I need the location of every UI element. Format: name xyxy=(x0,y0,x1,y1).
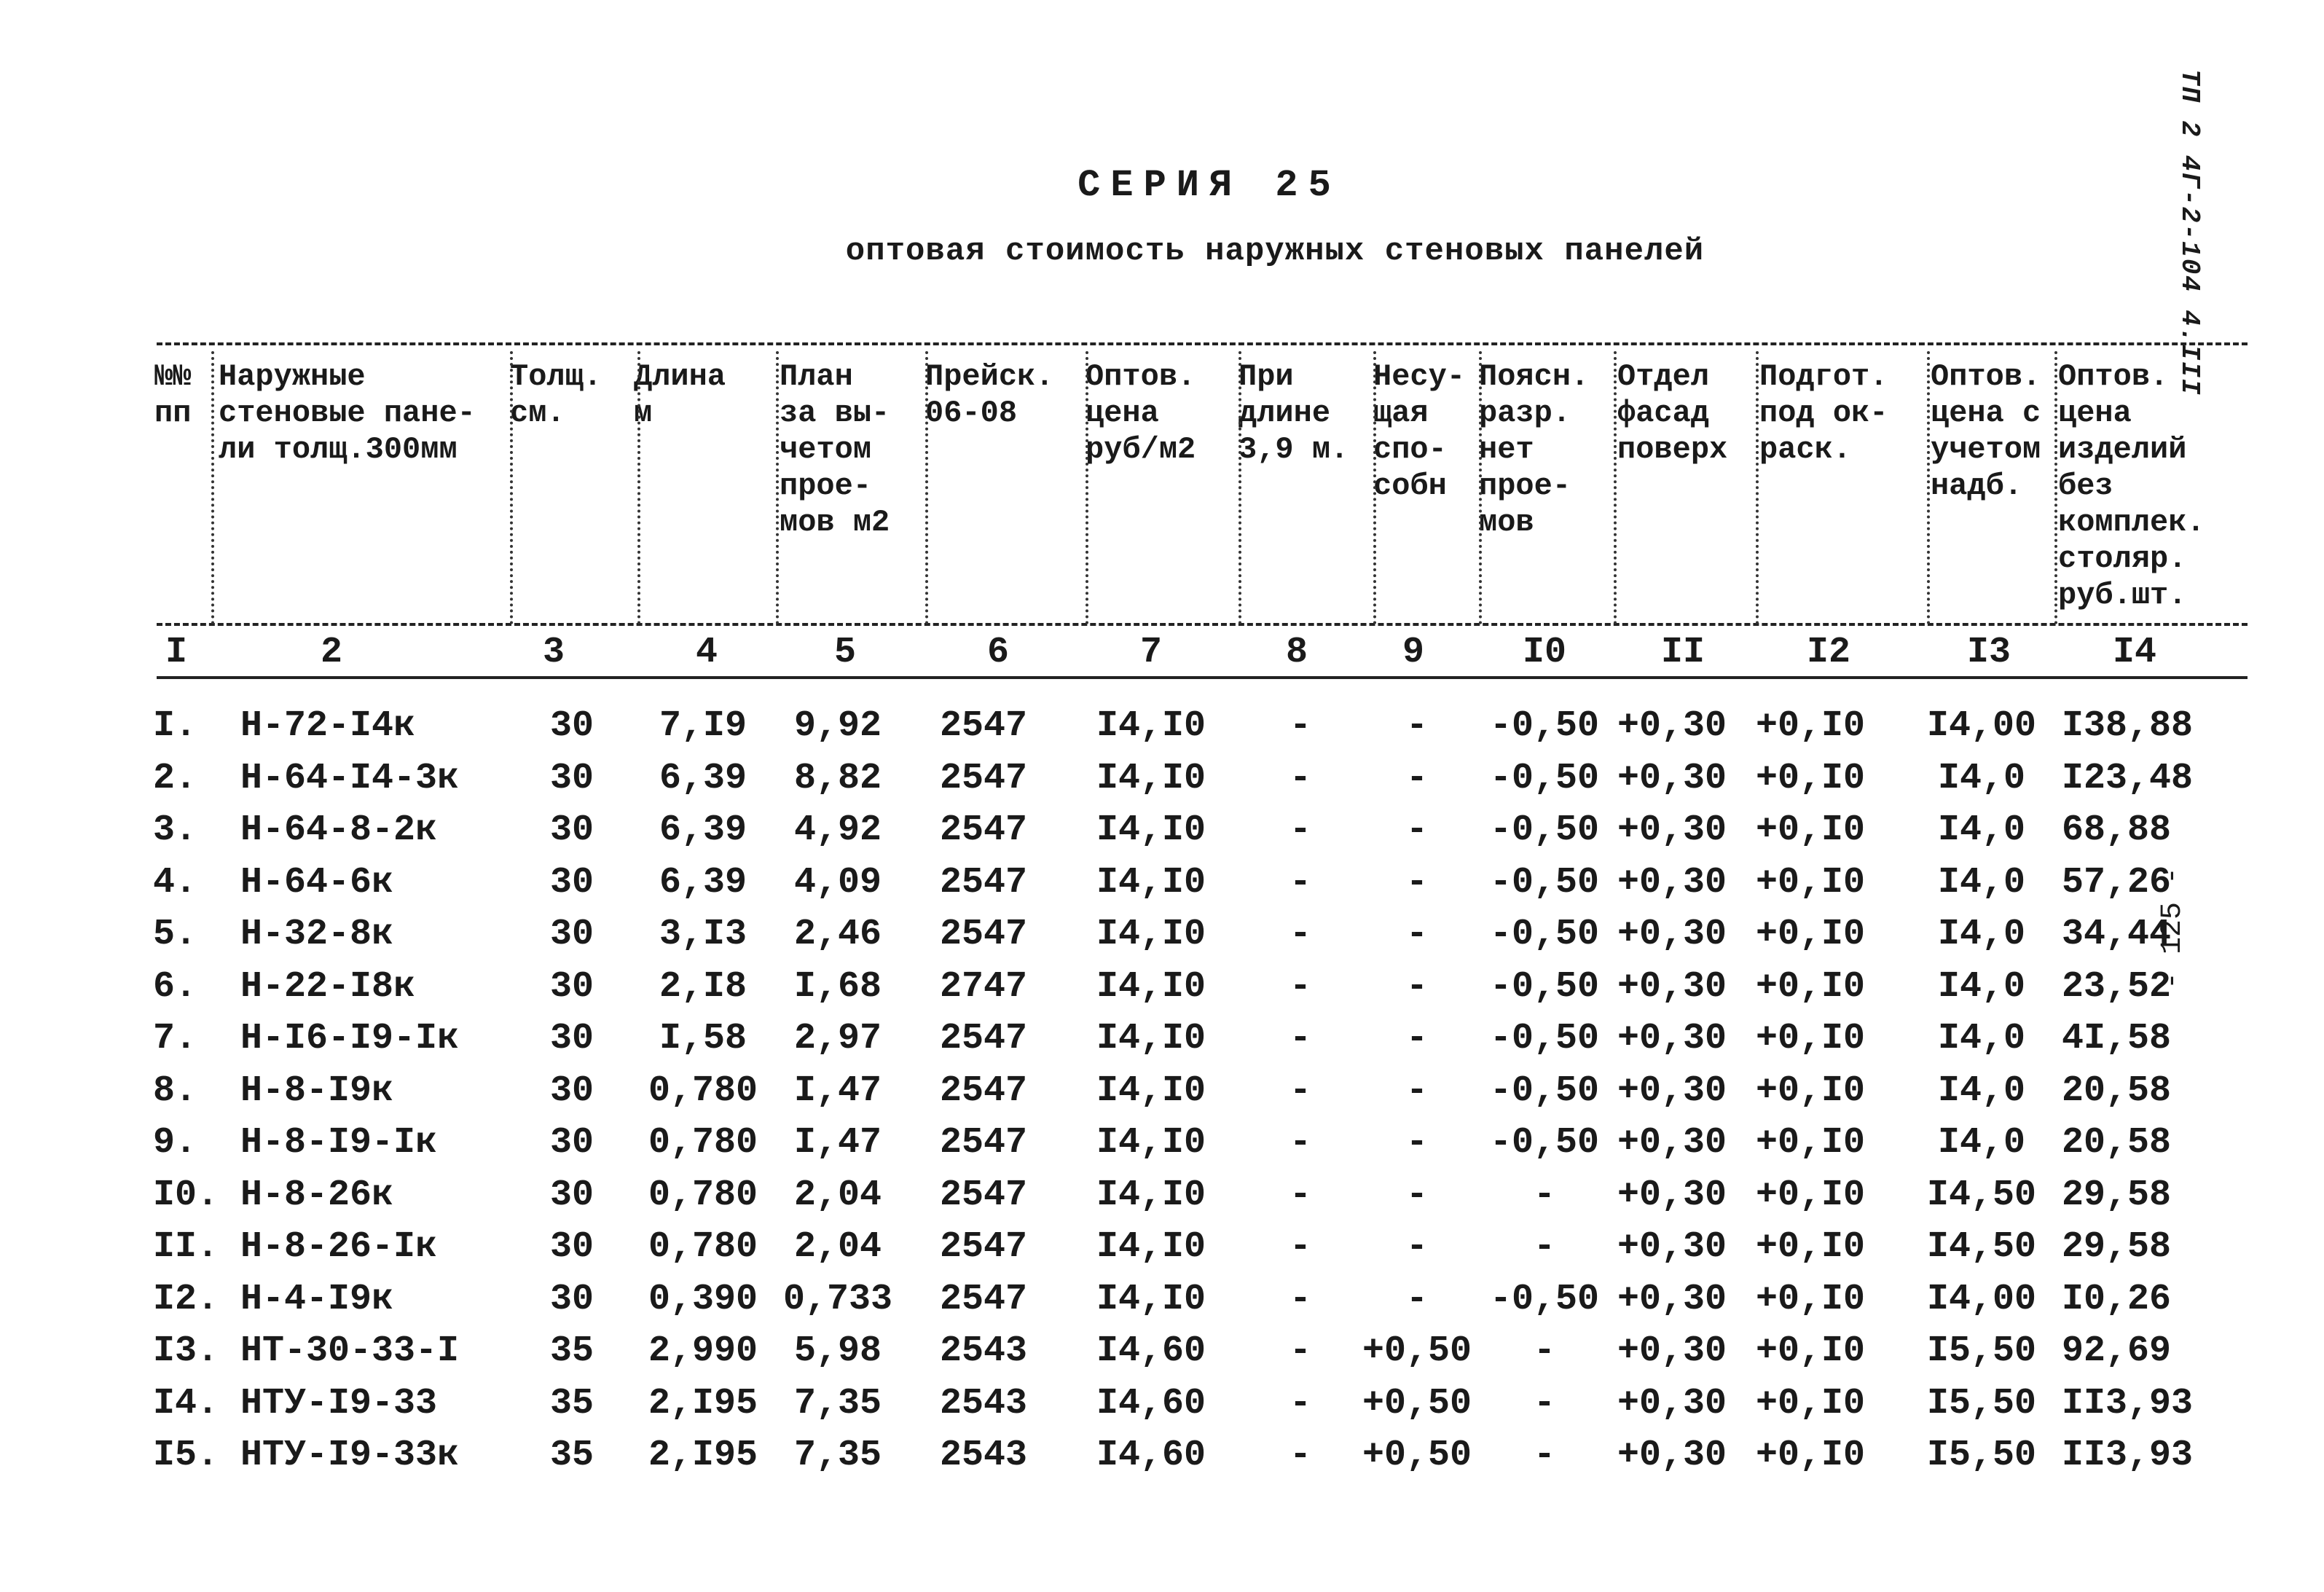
unit-price: 4I,58 xyxy=(2062,1018,2172,1059)
area: I,68 xyxy=(793,965,882,1008)
zonal-adjustment: -0,50 xyxy=(1489,1122,1600,1164)
wholesale-price: I4,I0 xyxy=(1096,965,1206,1008)
panel-name: Н-I6-I9-Iк xyxy=(240,1018,460,1059)
area: 4,92 xyxy=(793,809,882,851)
column-separator xyxy=(510,351,513,624)
wholesale-price: I4,I0 xyxy=(1096,757,1206,799)
row-number: I4. xyxy=(153,1382,219,1424)
column-header-8: При длине 3,9 м. xyxy=(1238,359,1349,467)
facade-finish: +0,30 xyxy=(1617,1070,1727,1112)
thickness: 30 xyxy=(549,914,594,955)
paint-prep: +0,I0 xyxy=(1755,1278,1866,1320)
price-list: 2547 xyxy=(939,809,1028,851)
adjusted-price: I4,50 xyxy=(1926,1174,2037,1216)
facade-finish: +0,30 xyxy=(1617,809,1727,851)
wholesale-price: I4,I0 xyxy=(1096,914,1206,955)
length-adjustment: - xyxy=(1289,1278,1311,1320)
length: 2,I95 xyxy=(648,1435,758,1476)
length-adjustment: - xyxy=(1289,1382,1311,1424)
price-list: 2547 xyxy=(939,861,1028,903)
length: 7,I9 xyxy=(659,705,747,747)
thickness: 35 xyxy=(549,1435,594,1476)
area: 9,92 xyxy=(793,705,882,747)
bearing-adjustment: - xyxy=(1405,965,1428,1008)
length-adjustment: - xyxy=(1289,914,1311,955)
thickness: 30 xyxy=(549,1018,594,1059)
row-number: 9. xyxy=(153,1122,197,1164)
column-header-11: Отдел фасад поверх xyxy=(1617,359,1728,467)
price-list: 2747 xyxy=(939,965,1028,1008)
panel-name: Н-8-26-Iк xyxy=(240,1226,438,1268)
adjusted-price: I4,50 xyxy=(1926,1226,2037,1268)
table-row xyxy=(0,753,2324,804)
zonal-adjustment: - xyxy=(1533,1226,1555,1268)
unit-price: 92,69 xyxy=(2062,1330,2172,1372)
column-number-1: I xyxy=(165,632,187,673)
column-header-14: Оптов. цена изделий без комплек. столяр. руб.шт. xyxy=(2058,359,2205,613)
bearing-adjustment: - xyxy=(1405,861,1428,903)
table-row xyxy=(0,805,2324,856)
paint-prep: +0,I0 xyxy=(1755,1435,1866,1476)
paint-prep: +0,I0 xyxy=(1755,1226,1866,1268)
table-top-rule xyxy=(157,342,2248,345)
paint-prep: +0,I0 xyxy=(1755,965,1866,1008)
bearing-adjustment: - xyxy=(1405,1278,1428,1320)
table-row xyxy=(0,1430,2324,1481)
unit-price: I38,88 xyxy=(2062,705,2194,747)
column-separator xyxy=(1086,351,1088,624)
series-title: СЕРИЯ 25 xyxy=(1077,164,1341,207)
paint-prep: +0,I0 xyxy=(1755,1070,1866,1112)
thickness: 35 xyxy=(549,1382,594,1424)
panel-name: Н-4-I9к xyxy=(240,1278,394,1320)
adjusted-price: I4,00 xyxy=(1926,705,2037,747)
wholesale-price: I4,I0 xyxy=(1096,809,1206,851)
paint-prep: +0,I0 xyxy=(1755,1122,1866,1164)
price-list: 2547 xyxy=(939,1278,1028,1320)
bearing-adjustment: - xyxy=(1405,757,1428,799)
column-number-6: 6 xyxy=(986,632,1009,673)
facade-finish: +0,30 xyxy=(1617,705,1727,747)
thickness: 30 xyxy=(549,861,594,903)
paint-prep: +0,I0 xyxy=(1755,1330,1866,1372)
row-number: I. xyxy=(153,705,197,747)
table-row xyxy=(0,1274,2324,1325)
length: 2,990 xyxy=(648,1330,758,1372)
length: 6,39 xyxy=(659,809,747,851)
length: 0,780 xyxy=(648,1174,758,1216)
table-colnum-rule xyxy=(157,676,2248,679)
zonal-adjustment: -0,50 xyxy=(1489,705,1600,747)
zonal-adjustment: -0,50 xyxy=(1489,757,1600,799)
adjusted-price: I5,50 xyxy=(1926,1382,2037,1424)
length: 0,390 xyxy=(648,1278,758,1320)
length-adjustment: - xyxy=(1289,809,1311,851)
unit-price: II3,93 xyxy=(2062,1435,2194,1476)
panel-name: Н-64-I4-3к xyxy=(240,757,460,799)
zonal-adjustment: - xyxy=(1533,1174,1555,1216)
column-number-5: 5 xyxy=(833,632,856,673)
paint-prep: +0,I0 xyxy=(1755,861,1866,903)
column-header-12: Подгот. под ок- раск. xyxy=(1759,359,1888,467)
length: 0,780 xyxy=(648,1070,758,1112)
bearing-adjustment: +0,50 xyxy=(1362,1435,1472,1476)
facade-finish: +0,30 xyxy=(1617,757,1727,799)
unit-price: 23,52 xyxy=(2062,965,2172,1008)
unit-price: 68,88 xyxy=(2062,809,2172,851)
column-separator xyxy=(1756,351,1759,624)
area: 5,98 xyxy=(793,1330,882,1372)
wholesale-price: I4,I0 xyxy=(1096,861,1206,903)
facade-finish: +0,30 xyxy=(1617,1174,1727,1216)
paint-prep: +0,I0 xyxy=(1755,809,1866,851)
length-adjustment: - xyxy=(1289,861,1311,903)
paint-prep: +0,I0 xyxy=(1755,914,1866,955)
column-separator xyxy=(1373,351,1376,624)
price-list: 2547 xyxy=(939,914,1028,955)
row-number: II. xyxy=(153,1226,219,1268)
length: 2,I95 xyxy=(648,1382,758,1424)
price-list: 2543 xyxy=(939,1330,1028,1372)
area: 8,82 xyxy=(793,757,882,799)
column-number-2: 2 xyxy=(320,632,342,673)
unit-price: 57,26 xyxy=(2062,861,2172,903)
bearing-adjustment: - xyxy=(1405,914,1428,955)
wholesale-price: I4,60 xyxy=(1096,1330,1206,1372)
wholesale-price: I4,I0 xyxy=(1096,1122,1206,1164)
zonal-adjustment: -0,50 xyxy=(1489,1018,1600,1059)
unit-price: 34,44 xyxy=(2062,914,2172,955)
panel-name: Н-8-26к xyxy=(240,1174,394,1216)
column-number-13: I3 xyxy=(1966,632,2011,673)
table-row xyxy=(0,962,2324,1013)
column-separator xyxy=(1614,351,1617,624)
price-list: 2543 xyxy=(939,1435,1028,1476)
column-header-3: Толщ. см. xyxy=(510,359,602,431)
row-number: 6. xyxy=(153,965,197,1008)
bearing-adjustment: - xyxy=(1405,1070,1428,1112)
adjusted-price: I4,0 xyxy=(1937,861,2026,903)
length-adjustment: - xyxy=(1289,1435,1311,1476)
table-row xyxy=(0,1222,2324,1273)
zonal-adjustment: -0,50 xyxy=(1489,965,1600,1008)
row-number: I2. xyxy=(153,1278,219,1320)
length: 3,I3 xyxy=(659,914,747,955)
thickness: 30 xyxy=(549,1174,594,1216)
area: 2,46 xyxy=(793,914,882,955)
facade-finish: +0,30 xyxy=(1617,1018,1727,1059)
length-adjustment: - xyxy=(1289,1330,1311,1372)
thickness: 30 xyxy=(549,965,594,1008)
unit-price: 20,58 xyxy=(2062,1122,2172,1164)
unit-price: 29,58 xyxy=(2062,1174,2172,1216)
table-row xyxy=(0,1118,2324,1169)
table-row xyxy=(0,1379,2324,1430)
zonal-adjustment: -0,50 xyxy=(1489,861,1600,903)
column-number-10: I0 xyxy=(1522,632,1566,673)
adjusted-price: I4,0 xyxy=(1937,965,2026,1008)
panel-name: Н-64-8-2к xyxy=(240,809,438,851)
row-number: 8. xyxy=(153,1070,197,1112)
column-separator xyxy=(776,351,779,624)
panel-name: Н-64-6к xyxy=(240,861,394,903)
length: 2,I8 xyxy=(659,965,747,1008)
wholesale-price: I4,I0 xyxy=(1096,1070,1206,1112)
wholesale-price: I4,I0 xyxy=(1096,1278,1206,1320)
row-number: 3. xyxy=(153,809,197,851)
unit-price: 29,58 xyxy=(2062,1226,2172,1268)
area: 2,97 xyxy=(793,1018,882,1059)
zonal-adjustment: -0,50 xyxy=(1489,809,1600,851)
length-adjustment: - xyxy=(1289,1018,1311,1059)
price-list: 2547 xyxy=(939,1070,1028,1112)
length-adjustment: - xyxy=(1289,1122,1311,1164)
row-number: I0. xyxy=(153,1174,219,1216)
panel-name: НТ-30-33-I xyxy=(240,1330,460,1372)
column-separator xyxy=(2054,351,2057,624)
facade-finish: +0,30 xyxy=(1617,1226,1727,1268)
zonal-adjustment: - xyxy=(1533,1435,1555,1476)
column-separator xyxy=(1927,351,1930,624)
side-page-number: - 125 - xyxy=(2156,867,2189,990)
table-row xyxy=(0,1170,2324,1221)
price-list: 2547 xyxy=(939,705,1028,747)
price-list: 2547 xyxy=(939,1226,1028,1268)
adjusted-price: I5,50 xyxy=(1926,1435,2037,1476)
length-adjustment: - xyxy=(1289,705,1311,747)
row-number: I3. xyxy=(153,1330,219,1372)
adjusted-price: I4,0 xyxy=(1937,757,2026,799)
thickness: 30 xyxy=(549,1226,594,1268)
column-separator xyxy=(211,351,214,624)
column-number-8: 8 xyxy=(1285,632,1308,673)
paint-prep: +0,I0 xyxy=(1755,757,1866,799)
wholesale-price: I4,I0 xyxy=(1096,705,1206,747)
column-number-4: 4 xyxy=(695,632,718,673)
adjusted-price: I4,0 xyxy=(1937,1122,2026,1164)
facade-finish: +0,30 xyxy=(1617,1330,1727,1372)
panel-name: Н-72-I4к xyxy=(240,705,416,747)
zonal-adjustment: -0,50 xyxy=(1489,1070,1600,1112)
column-header-4: Длина м xyxy=(634,359,726,431)
column-header-1: №№ пп xyxy=(154,359,192,431)
unit-price: 20,58 xyxy=(2062,1070,2172,1112)
bearing-adjustment: - xyxy=(1405,1226,1428,1268)
length: 6,39 xyxy=(659,757,747,799)
area: 2,04 xyxy=(793,1226,882,1268)
facade-finish: +0,30 xyxy=(1617,965,1727,1008)
bearing-adjustment: - xyxy=(1405,1122,1428,1164)
column-number-12: I2 xyxy=(1806,632,1850,673)
bearing-adjustment: - xyxy=(1405,809,1428,851)
bearing-adjustment: +0,50 xyxy=(1362,1330,1472,1372)
column-separator xyxy=(1479,351,1482,624)
table-row xyxy=(0,1066,2324,1117)
table-row xyxy=(0,701,2324,752)
paint-prep: +0,I0 xyxy=(1755,1018,1866,1059)
panel-name: Н-8-I9к xyxy=(240,1070,394,1112)
thickness: 35 xyxy=(549,1330,594,1372)
length: 0,780 xyxy=(648,1122,758,1164)
price-list: 2547 xyxy=(939,757,1028,799)
area: I,47 xyxy=(793,1070,882,1112)
thickness: 30 xyxy=(549,1278,594,1320)
column-separator xyxy=(637,351,640,624)
price-list: 2543 xyxy=(939,1382,1028,1424)
panel-name: Н-22-I8к xyxy=(240,965,416,1008)
adjusted-price: I4,00 xyxy=(1926,1278,2037,1320)
area: 4,09 xyxy=(793,861,882,903)
zonal-adjustment: - xyxy=(1533,1382,1555,1424)
length-adjustment: - xyxy=(1289,1174,1311,1216)
column-separator xyxy=(1238,351,1241,624)
facade-finish: +0,30 xyxy=(1617,1122,1727,1164)
row-number: 4. xyxy=(153,861,197,903)
panel-name: Н-32-8к xyxy=(240,914,394,955)
length-adjustment: - xyxy=(1289,1226,1311,1268)
panel-name: Н-8-I9-Iк xyxy=(240,1122,438,1164)
side-document-code: ТП 2 4Г-2-104 4.III xyxy=(2175,69,2205,396)
facade-finish: +0,30 xyxy=(1617,861,1727,903)
row-number: 5. xyxy=(153,914,197,955)
wholesale-price: I4,I0 xyxy=(1096,1174,1206,1216)
thickness: 30 xyxy=(549,809,594,851)
column-header-2: Наружные стеновые пане- ли толщ.300мм xyxy=(219,359,476,467)
bearing-adjustment: +0,50 xyxy=(1362,1382,1472,1424)
area: I,47 xyxy=(793,1122,882,1164)
unit-price: I0,26 xyxy=(2062,1278,2172,1320)
column-header-7: Оптов. цена руб/м2 xyxy=(1086,359,1196,467)
area: 0,733 xyxy=(782,1278,893,1320)
column-header-9: Несу- щая спо- собн xyxy=(1373,359,1466,503)
table-row xyxy=(0,858,2324,909)
length-adjustment: - xyxy=(1289,965,1311,1008)
thickness: 30 xyxy=(549,1122,594,1164)
length: 6,39 xyxy=(659,861,747,903)
column-separator xyxy=(925,351,928,624)
panel-name: НТУ-I9-33 xyxy=(240,1382,438,1424)
wholesale-price: I4,I0 xyxy=(1096,1018,1206,1059)
column-header-13: Оптов. цена с учетом надб. xyxy=(1931,359,2041,503)
column-header-5: План за вы- четом прое- мов м2 xyxy=(780,359,890,540)
facade-finish: +0,30 xyxy=(1617,1278,1727,1320)
paint-prep: +0,I0 xyxy=(1755,1382,1866,1424)
paint-prep: +0,I0 xyxy=(1755,705,1866,747)
column-number-7: 7 xyxy=(1139,632,1162,673)
thickness: 30 xyxy=(549,757,594,799)
table-row xyxy=(0,1013,2324,1064)
row-number: 2. xyxy=(153,757,197,799)
length-adjustment: - xyxy=(1289,757,1311,799)
table-row xyxy=(0,909,2324,960)
wholesale-price: I4,60 xyxy=(1096,1382,1206,1424)
thickness: 30 xyxy=(549,705,594,747)
adjusted-price: I4,0 xyxy=(1937,1070,2026,1112)
area: 7,35 xyxy=(793,1435,882,1476)
price-list: 2547 xyxy=(939,1174,1028,1216)
column-number-9: 9 xyxy=(1402,632,1424,673)
facade-finish: +0,30 xyxy=(1617,1382,1727,1424)
adjusted-price: I4,0 xyxy=(1937,914,2026,955)
unit-price: I23,48 xyxy=(2062,757,2194,799)
length: 0,780 xyxy=(648,1226,758,1268)
column-header-10: Поясн. разр. нет прое- мов xyxy=(1479,359,1590,540)
column-number-14: I4 xyxy=(2112,632,2156,673)
length: I,58 xyxy=(659,1018,747,1059)
price-list: 2547 xyxy=(939,1018,1028,1059)
column-number-3: 3 xyxy=(542,632,565,673)
zonal-adjustment: - xyxy=(1533,1330,1555,1372)
bearing-adjustment: - xyxy=(1405,1018,1428,1059)
facade-finish: +0,30 xyxy=(1617,1435,1727,1476)
area: 7,35 xyxy=(793,1382,882,1424)
adjusted-price: I4,0 xyxy=(1937,809,2026,851)
wholesale-price: I4,I0 xyxy=(1096,1226,1206,1268)
adjusted-price: I4,0 xyxy=(1937,1018,2026,1059)
row-number: 7. xyxy=(153,1018,197,1059)
area: 2,04 xyxy=(793,1174,882,1216)
panel-name: НТУ-I9-33к xyxy=(240,1435,460,1476)
wholesale-price: I4,60 xyxy=(1096,1435,1206,1476)
length-adjustment: - xyxy=(1289,1070,1311,1112)
zonal-adjustment: -0,50 xyxy=(1489,914,1600,955)
bearing-adjustment: - xyxy=(1405,1174,1428,1216)
bearing-adjustment: - xyxy=(1405,705,1428,747)
thickness: 30 xyxy=(549,1070,594,1112)
facade-finish: +0,30 xyxy=(1617,914,1727,955)
unit-price: II3,93 xyxy=(2062,1382,2194,1424)
price-list: 2547 xyxy=(939,1122,1028,1164)
paint-prep: +0,I0 xyxy=(1755,1174,1866,1216)
zonal-adjustment: -0,50 xyxy=(1489,1278,1600,1320)
column-header-6: Прейск. 06-08 xyxy=(925,359,1054,431)
table-row xyxy=(0,1326,2324,1377)
column-number-11: II xyxy=(1660,632,1705,673)
table-header-rule xyxy=(157,623,2248,626)
adjusted-price: I5,50 xyxy=(1926,1330,2037,1372)
document-subtitle: оптовая стоимость наружных стеновых панелей xyxy=(845,233,1705,270)
row-number: I5. xyxy=(153,1435,219,1476)
